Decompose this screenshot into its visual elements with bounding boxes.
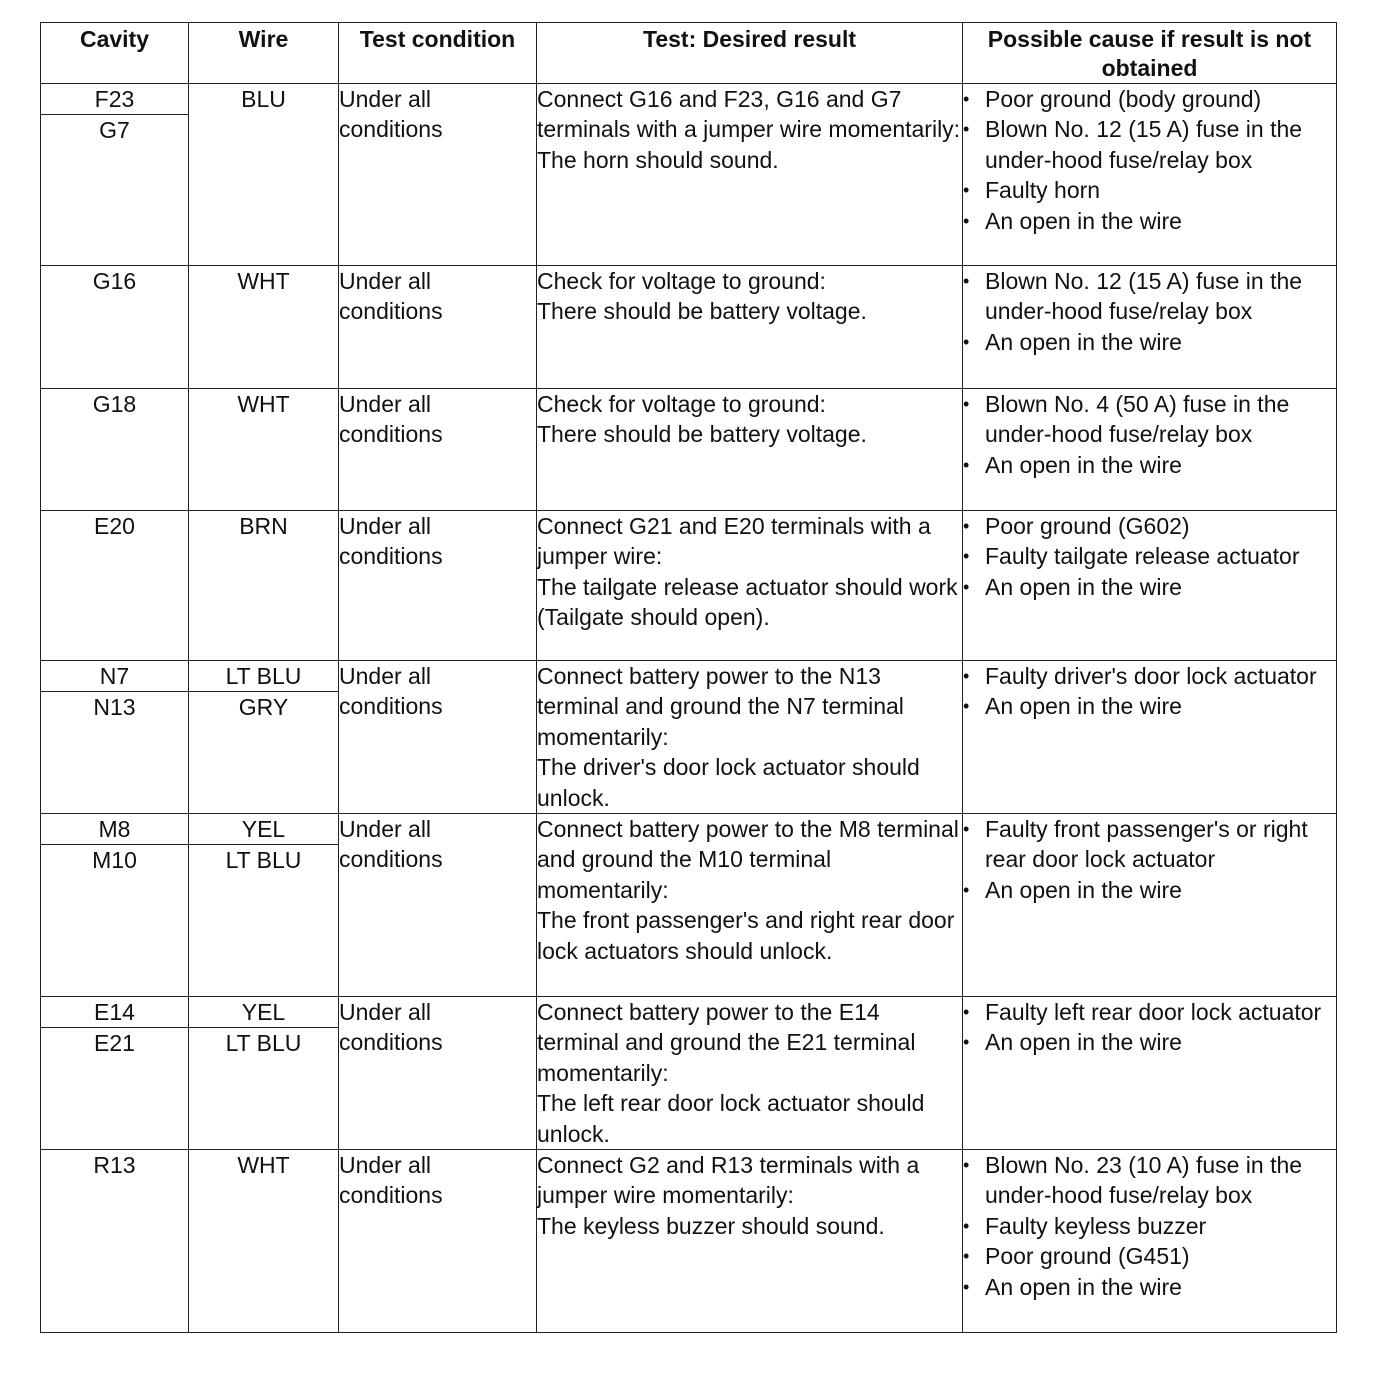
cause-item: • Blown No. 23 (10 A) fuse in the under-hood fuse/relay box (963, 1150, 1336, 1211)
wire-color-label: BRN (239, 513, 288, 539)
cause-item: • An open in the wire (963, 572, 1336, 602)
possible-cause-cell (963, 511, 1337, 661)
wire-color-label: BLU (241, 86, 286, 112)
cause-item: • Blown No. 12 (15 A) fuse in the under-hood fuse/relay box (963, 114, 1336, 175)
wire-cell (189, 84, 339, 266)
cause-list (963, 389, 1336, 480)
header-test-condition: Test condition (339, 23, 537, 84)
possible-cause-cell (963, 814, 1337, 997)
possible-cause-cell (963, 84, 1337, 266)
cavity-label: M8 (41, 814, 188, 845)
wire-color-label: YEL (189, 814, 338, 845)
cavity-cell (41, 814, 189, 997)
desired-result-cell (537, 389, 963, 511)
cause-list (963, 1150, 1336, 1302)
cause-item: • An open in the wire (963, 875, 1336, 905)
possible-cause-cell (963, 661, 1337, 814)
possible-cause-cell (963, 1150, 1337, 1333)
wire-color-label: YEL (189, 997, 338, 1028)
desired-result-cell (537, 814, 963, 997)
cavity-cell (41, 84, 189, 266)
result-line: Connect G16 and F23, G16 and G7 terminals with a jumper wire momentarily: (537, 86, 961, 143)
cause-item: • Poor ground (body ground) (963, 84, 1336, 114)
cause-item: • Faulty left rear door lock actuator (963, 997, 1336, 1027)
cavity-label: G16 (92, 268, 137, 294)
test-condition-cell: Under all conditions (339, 997, 537, 1150)
result-line: The left rear door lock actuator should unlock. (537, 1090, 925, 1147)
desired-result-cell (537, 511, 963, 661)
possible-cause-cell (963, 389, 1337, 511)
cause-list (963, 266, 1336, 357)
desired-result-cell (537, 997, 963, 1150)
result-line: Connect G21 and E20 terminals with a jumper wire: (537, 513, 931, 570)
wire-color-label: WHT (237, 391, 290, 417)
table-row (41, 997, 1337, 1150)
result-line: The front passenger's and right rear door lock actuators should unlock. (537, 907, 955, 964)
header-wire: Wire (189, 23, 339, 84)
cause-item: • Blown No. 12 (15 A) fuse in the under-hood fuse/relay box (963, 266, 1336, 327)
cavity-label: G18 (92, 391, 137, 417)
possible-cause-cell (963, 266, 1337, 389)
cavity-label: N7 (41, 661, 188, 692)
header-desired-result: Test: Desired result (537, 23, 963, 84)
wire-cell (189, 997, 339, 1150)
test-condition-cell: Under all conditions (339, 84, 537, 266)
table-row (41, 266, 1337, 389)
test-condition-cell: Under all conditions (339, 511, 537, 661)
wire-cell (189, 814, 339, 997)
header-possible-cause: Possible cause if result is not obtained (963, 23, 1337, 84)
table-row (41, 389, 1337, 511)
result-line: Connect G2 and R13 terminals with a jumper wire momentarily: (537, 1152, 920, 1209)
cause-item: • An open in the wire (963, 450, 1336, 480)
cause-item: • Poor ground (G451) (963, 1241, 1336, 1271)
troubleshooting-table (40, 22, 1337, 1333)
cavity-label: G7 (99, 117, 130, 143)
wire-color-label: LT BLU (225, 1030, 302, 1057)
cause-list (963, 511, 1336, 602)
cause-list (963, 661, 1336, 722)
wire-color-label: GRY (238, 694, 289, 720)
cavity-label: E20 (94, 513, 135, 539)
result-line: The driver's door lock actuator should unlock. (537, 754, 920, 811)
table-row (41, 661, 1337, 814)
table-row (41, 511, 1337, 661)
cause-list (963, 997, 1336, 1058)
header-cavity: Cavity (41, 23, 189, 84)
test-condition-cell: Under all conditions (339, 661, 537, 814)
header-row (41, 23, 1337, 84)
cavity-cell (41, 997, 189, 1150)
desired-result-cell (537, 266, 963, 389)
cause-item: • An open in the wire (963, 206, 1336, 236)
desired-result-cell (537, 1150, 963, 1333)
cavity-label: E21 (94, 1030, 135, 1057)
cause-list (963, 84, 1336, 236)
wire-color-label: WHT (237, 268, 290, 294)
cause-item: • An open in the wire (963, 1027, 1336, 1057)
cause-item: • Blown No. 4 (50 A) fuse in the under-hood fuse/relay box (963, 389, 1336, 450)
cause-item: • An open in the wire (963, 691, 1336, 721)
wire-cell (189, 266, 339, 389)
result-line: Connect battery power to the M8 terminal and ground the M10 terminal momentarily: (537, 816, 959, 903)
cause-item: • An open in the wire (963, 1272, 1336, 1302)
table-row (41, 1150, 1337, 1333)
result-line: The horn should sound. (537, 146, 779, 173)
wire-color-label: WHT (237, 1152, 290, 1179)
cause-item: • Faulty horn (963, 175, 1336, 205)
table-row (41, 84, 1337, 266)
cavity-label: N13 (93, 694, 136, 720)
cavity-cell (41, 389, 189, 511)
wire-color-label: LT BLU (189, 661, 338, 692)
cavity-cell (41, 511, 189, 661)
wire-cell (189, 511, 339, 661)
result-line: Connect battery power to the N13 terminal and ground the N7 terminal momentarily: (537, 663, 904, 750)
wire-cell (189, 661, 339, 814)
test-condition-cell: Under all conditions (339, 266, 537, 389)
desired-result-cell (537, 661, 963, 814)
cause-list (963, 814, 1336, 905)
result-line: The tailgate release actuator should work (Tailgate should open). (537, 573, 958, 631)
result-line: There should be battery voltage. (537, 421, 867, 448)
cavity-label: M10 (92, 847, 137, 874)
test-condition-cell: Under all conditions (339, 814, 537, 997)
cavity-label: F23 (41, 84, 188, 115)
result-line: Check for voltage to ground: (537, 391, 826, 417)
cause-item: • Poor ground (G602) (963, 511, 1336, 541)
test-condition-cell: Under all conditions (339, 1150, 537, 1333)
cavity-cell (41, 1150, 189, 1333)
result-line: The keyless buzzer should sound. (537, 1212, 885, 1239)
cause-item: • Faulty front passenger's or right rear door lock actuator (963, 814, 1336, 875)
result-line: There should be battery voltage. (537, 298, 867, 325)
result-line: Check for voltage to ground: (537, 268, 826, 294)
desired-result-cell (537, 84, 963, 266)
wire-cell (189, 389, 339, 511)
cavity-label: E14 (41, 997, 188, 1028)
cause-item: • Faulty driver's door lock actuator (963, 661, 1336, 691)
wire-color-label: LT BLU (225, 847, 302, 874)
cavity-label: R13 (93, 1152, 136, 1179)
cavity-cell (41, 661, 189, 814)
result-line: Connect battery power to the E14 terminal and ground the E21 terminal momentarily: (537, 999, 916, 1086)
cavity-cell (41, 266, 189, 389)
wire-cell (189, 1150, 339, 1333)
table-row (41, 814, 1337, 997)
cause-item: • Faulty keyless buzzer (963, 1211, 1336, 1241)
test-condition-cell: Under all conditions (339, 389, 537, 511)
cause-item: • Faulty tailgate release actuator (963, 541, 1336, 571)
possible-cause-cell (963, 997, 1337, 1150)
cause-item: • An open in the wire (963, 327, 1336, 357)
